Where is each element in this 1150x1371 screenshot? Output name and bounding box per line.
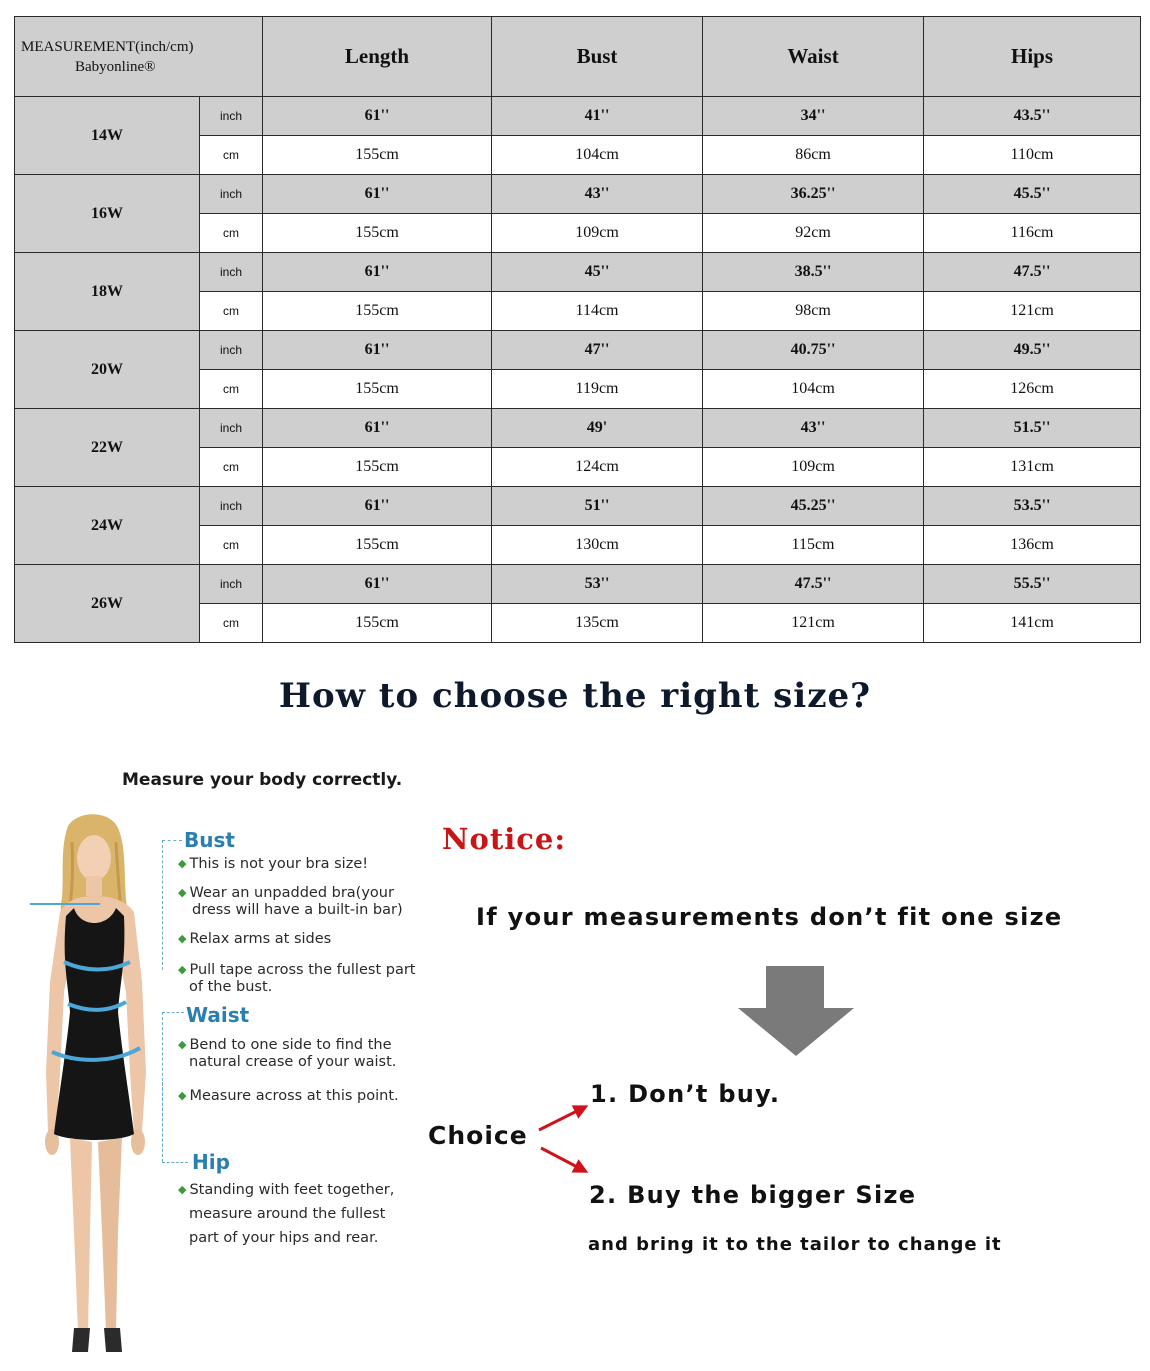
cell-hips-inch: 43.5'' (924, 97, 1141, 136)
unit-label-inch: inch (200, 409, 263, 448)
table-row (15, 97, 1141, 136)
hip-tip-1: ◆ Standing with feet together, measure around the fullest part of your hips and rear. (178, 1182, 395, 1246)
table-header-row (15, 17, 1141, 97)
guide-line-hip (162, 1082, 163, 1162)
size-label: 16W (15, 175, 200, 253)
cell-waist-cm: 115cm (703, 526, 924, 565)
unit-label-inch: inch (200, 487, 263, 526)
cell-bust-inch: 47'' (492, 331, 703, 370)
cell-bust-inch: 45'' (492, 253, 703, 292)
cell-bust-cm: 124cm (492, 448, 703, 487)
cell-hips-inch: 45.5'' (924, 175, 1141, 214)
table-row (15, 253, 1141, 292)
model-figure-illustration (30, 812, 180, 1362)
cell-waist-cm: 121cm (703, 604, 924, 643)
size-label: 14W (15, 97, 200, 175)
unit-label-cm: cm (200, 370, 263, 409)
size-label: 24W (15, 487, 200, 565)
notice-title: Notice: (442, 822, 567, 856)
size-chart-table (14, 16, 1141, 643)
unit-label-inch: inch (200, 97, 263, 136)
cell-waist-inch: 36.25'' (703, 175, 924, 214)
cell-hips-inch: 49.5'' (924, 331, 1141, 370)
table-row (15, 331, 1141, 370)
waist-title: Waist (186, 1003, 250, 1027)
unit-label-cm: cm (200, 604, 263, 643)
cell-waist-cm: 92cm (703, 214, 924, 253)
column-header-waist: Waist (703, 17, 924, 97)
cell-hips-inch: 53.5'' (924, 487, 1141, 526)
table-row (15, 409, 1141, 448)
size-label: 18W (15, 253, 200, 331)
guide-line-upper (162, 840, 163, 970)
cell-bust-inch: 51'' (492, 487, 703, 526)
cell-bust-inch: 49' (492, 409, 703, 448)
cell-length-inch: 61'' (263, 175, 492, 214)
cell-bust-cm: 109cm (492, 214, 703, 253)
bust-tip-4: ◆ Pull tape across the fullest part of the bust. (178, 962, 416, 995)
cell-waist-cm: 109cm (703, 448, 924, 487)
option-buy-bigger: 2. Buy the bigger Size (589, 1181, 917, 1209)
cell-waist-cm: 104cm (703, 370, 924, 409)
cell-hips-cm: 110cm (924, 136, 1141, 175)
cell-bust-cm: 119cm (492, 370, 703, 409)
cell-length-cm: 155cm (263, 214, 492, 253)
guide-tick-hip (162, 1162, 188, 1163)
cell-length-inch: 61'' (263, 331, 492, 370)
cell-bust-cm: 135cm (492, 604, 703, 643)
cell-length-cm: 155cm (263, 136, 492, 175)
cell-hips-inch: 55.5'' (924, 565, 1141, 604)
cell-length-inch: 61'' (263, 97, 492, 136)
guide-tick-bust (162, 840, 182, 841)
cell-bust-cm: 114cm (492, 292, 703, 331)
cell-hips-cm: 126cm (924, 370, 1141, 409)
unit-label-cm: cm (200, 136, 263, 175)
cell-bust-cm: 130cm (492, 526, 703, 565)
cell-waist-inch: 34'' (703, 97, 924, 136)
down-arrow-icon (738, 966, 854, 1056)
option-dont-buy: 1. Don’t buy. (590, 1080, 781, 1108)
size-label: 26W (15, 565, 200, 643)
column-header-length: Length (263, 17, 492, 97)
unit-label-inch: inch (200, 565, 263, 604)
unit-label-inch: inch (200, 175, 263, 214)
waist-tip-1: ◆ Bend to one side to find the natural crease of your waist. (178, 1037, 397, 1070)
cell-waist-inch: 43'' (703, 409, 924, 448)
unit-label-cm: cm (200, 214, 263, 253)
bust-title: Bust (184, 828, 235, 852)
cell-hips-cm: 121cm (924, 292, 1141, 331)
choice-arrows-icon (535, 1100, 595, 1180)
cell-waist-inch: 47.5'' (703, 565, 924, 604)
cell-bust-inch: 53'' (492, 565, 703, 604)
table-body (15, 97, 1141, 643)
unit-label-cm: cm (200, 292, 263, 331)
table-row (15, 175, 1141, 214)
option-tailor-note: and bring it to the tailor to change it (588, 1234, 1002, 1255)
size-label: 22W (15, 409, 200, 487)
cell-hips-cm: 141cm (924, 604, 1141, 643)
guide-tick-waist (162, 1012, 184, 1013)
brand-label: Babyonline® (75, 58, 156, 75)
cell-bust-inch: 41'' (492, 97, 703, 136)
cell-hips-inch: 51.5'' (924, 409, 1141, 448)
unit-label-inch: inch (200, 331, 263, 370)
hip-title: Hip (192, 1150, 230, 1174)
column-header-bust: Bust (492, 17, 703, 97)
measurement-label: MEASUREMENT(inch/cm) (21, 38, 194, 55)
cell-waist-cm: 98cm (703, 292, 924, 331)
bust-tip-2: ◆ Wear an unpadded bra(your dress will have a built-in bar) (178, 885, 403, 918)
cell-length-cm: 155cm (263, 370, 492, 409)
unit-label-cm: cm (200, 448, 263, 487)
cell-waist-cm: 86cm (703, 136, 924, 175)
table-row (15, 565, 1141, 604)
unit-label-cm: cm (200, 526, 263, 565)
cell-length-cm: 155cm (263, 292, 492, 331)
cell-bust-inch: 43'' (492, 175, 703, 214)
page-heading: How to choose the right size? (278, 676, 872, 716)
unit-label-inch: inch (200, 253, 263, 292)
cell-length-inch: 61'' (263, 565, 492, 604)
table-row (15, 487, 1141, 526)
cell-waist-inch: 40.75'' (703, 331, 924, 370)
cell-hips-inch: 47.5'' (924, 253, 1141, 292)
measurement-unit-header (15, 17, 263, 97)
cell-hips-cm: 116cm (924, 214, 1141, 253)
measure-title: Measure your body correctly. (122, 770, 403, 790)
cell-hips-cm: 131cm (924, 448, 1141, 487)
cell-length-cm: 155cm (263, 526, 492, 565)
size-label: 20W (15, 331, 200, 409)
waist-tip-2: ◆ Measure across at this point. (178, 1088, 399, 1104)
measurement-guide (30, 812, 422, 1362)
bust-tip-3: ◆ Relax arms at sides (178, 931, 332, 947)
bust-tip-1: ◆ This is not your bra size! (178, 856, 369, 872)
notice-text: If your measurements don’t fit one size (476, 903, 1063, 931)
cell-waist-inch: 38.5'' (703, 253, 924, 292)
cell-length-cm: 155cm (263, 604, 492, 643)
cell-hips-cm: 136cm (924, 526, 1141, 565)
cell-length-cm: 155cm (263, 448, 492, 487)
cell-length-inch: 61'' (263, 409, 492, 448)
cell-length-inch: 61'' (263, 253, 492, 292)
choice-label: Choice (428, 1121, 528, 1150)
column-header-hips: Hips (924, 17, 1141, 97)
cell-waist-inch: 45.25'' (703, 487, 924, 526)
cell-bust-cm: 104cm (492, 136, 703, 175)
cell-length-inch: 61'' (263, 487, 492, 526)
